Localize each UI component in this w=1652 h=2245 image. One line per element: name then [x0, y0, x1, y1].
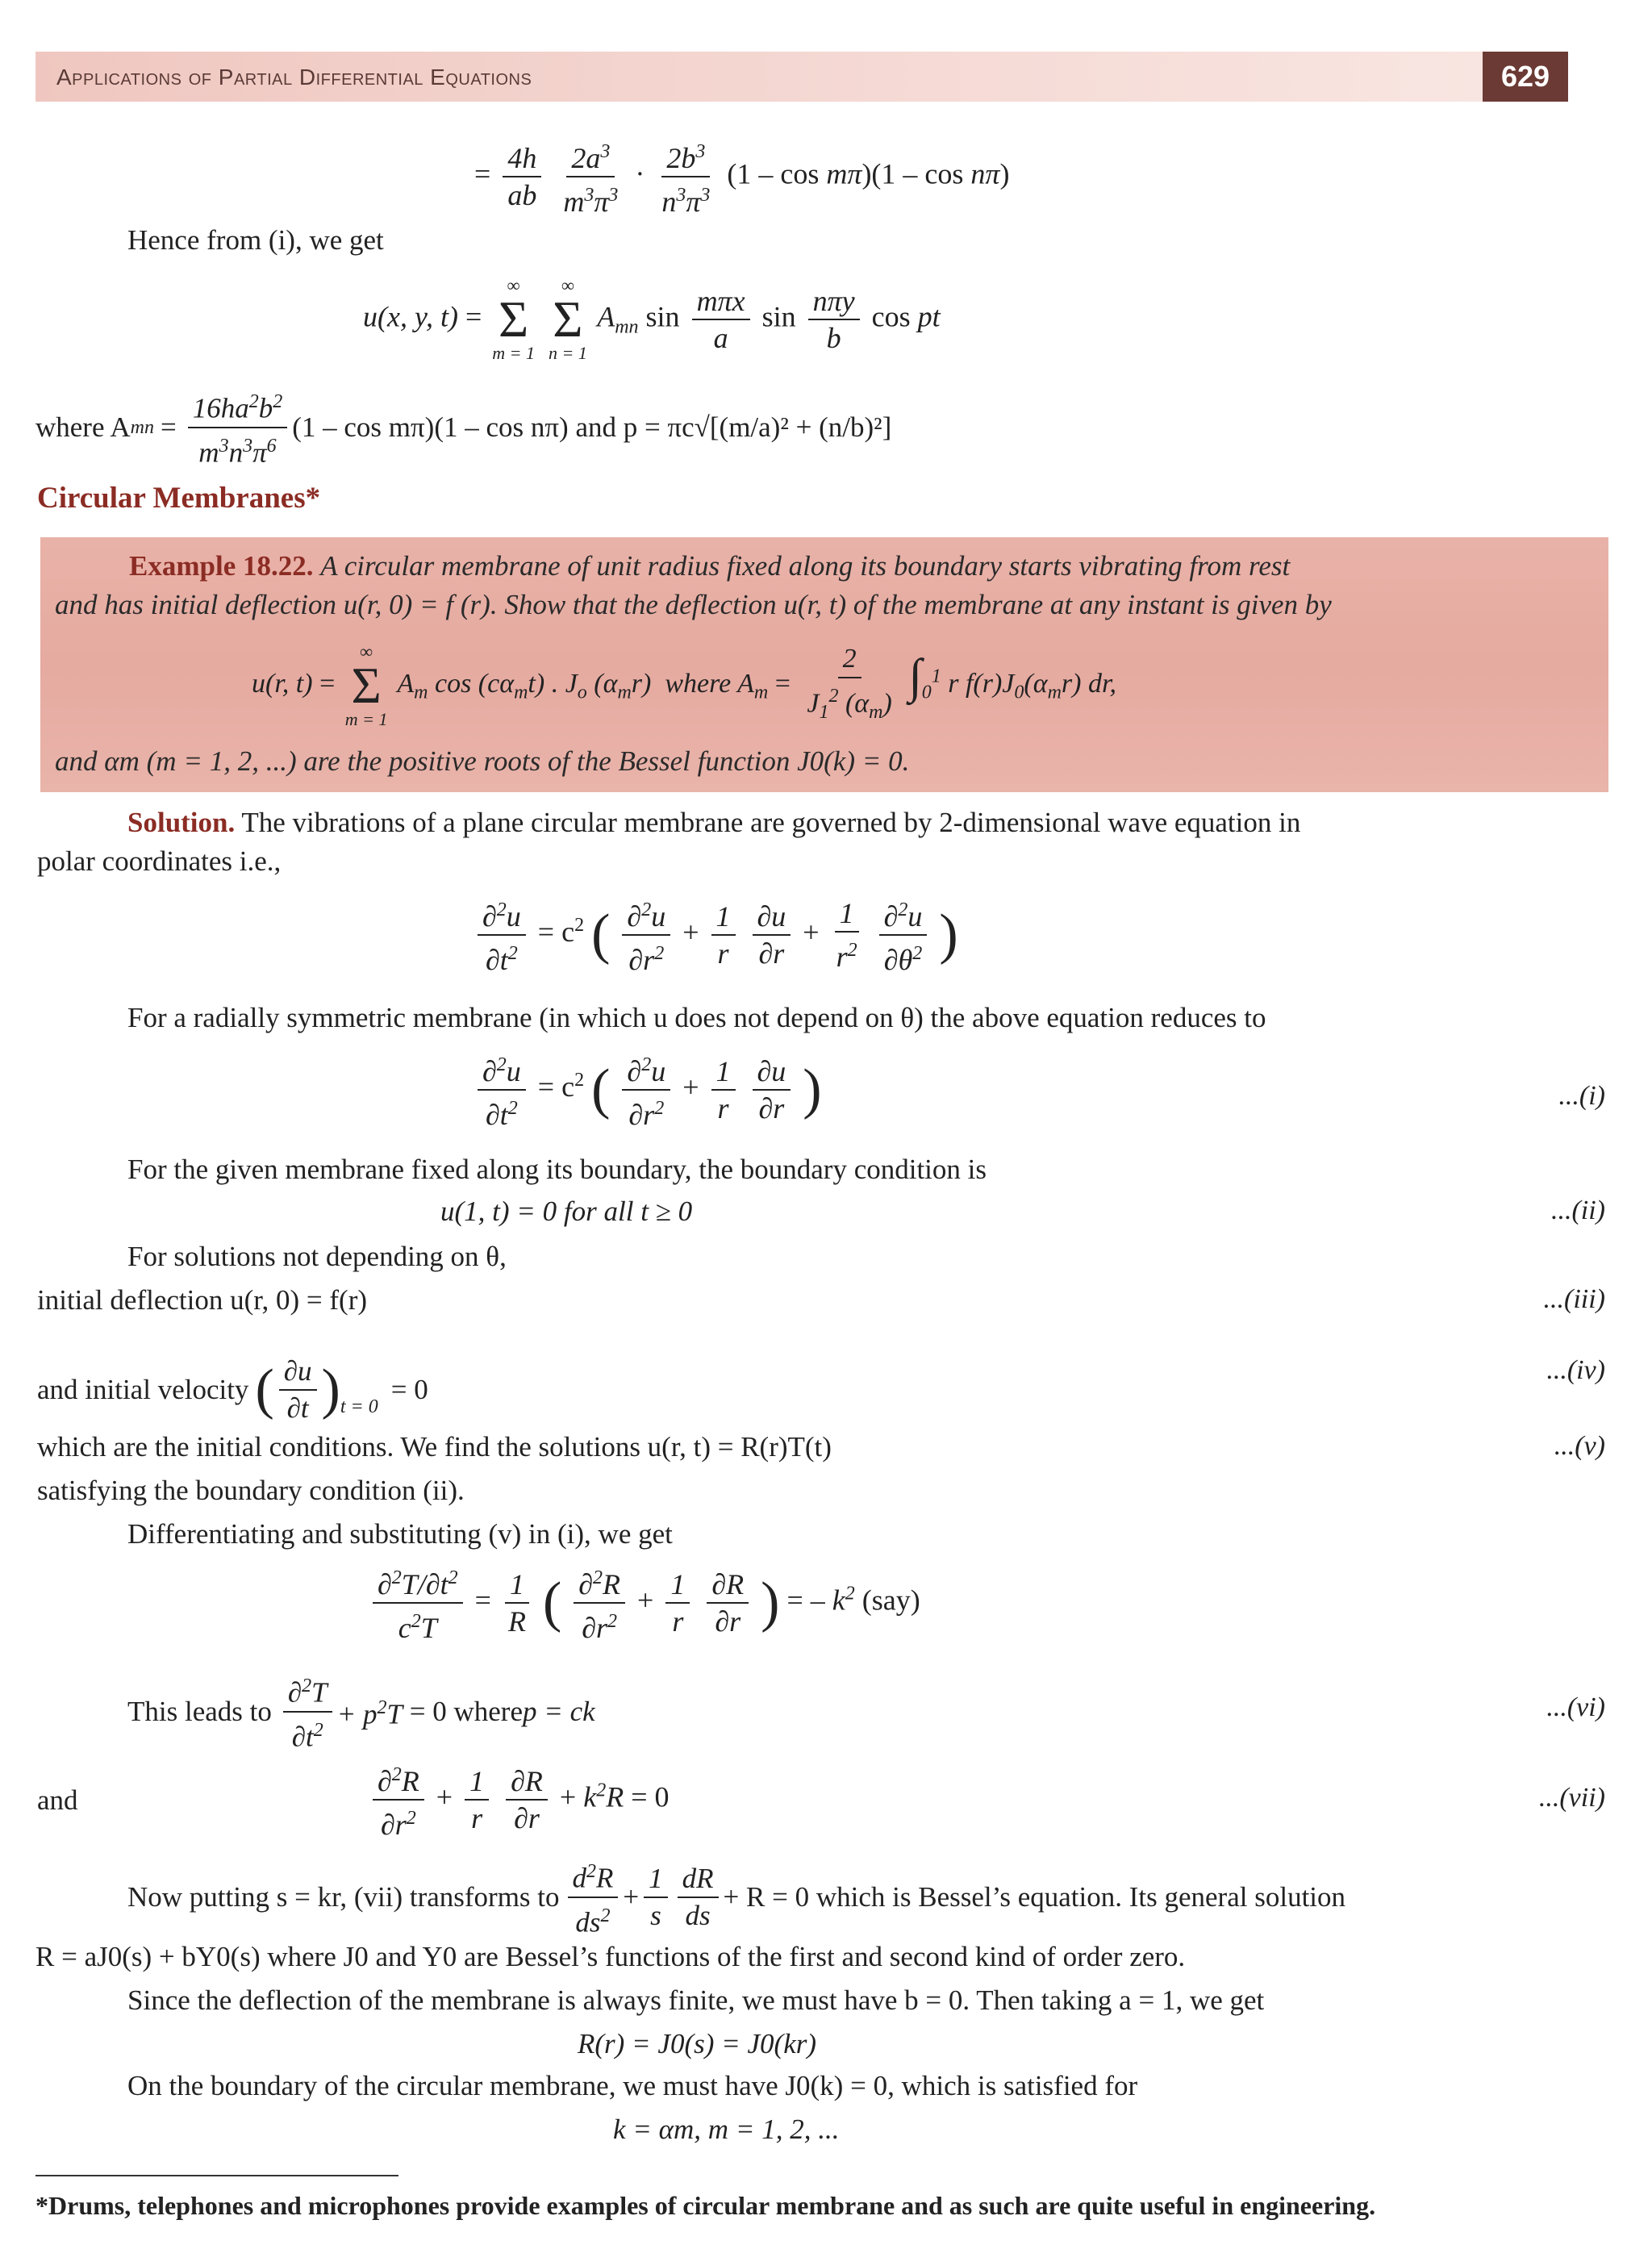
boundary-circle-text: On the boundary of the circular membrane, we must have J0(k) = 0, which is satisfied for: [127, 2070, 1138, 2101]
example-equation: u(r, t) = ∞ Σ m = 1 $A_m$ $\cos (c\alpha_mt)$ . $J_o$ $(\alpha_mr)$ where $A_m$ = $\frac{2}{J_1^2 (\alpha_m)}$ $\int_0^1$ r $f(r)J_0(\alpha_mr)$ dr,: [252, 641, 1116, 729]
eq-label-iii: ...(iii): [1543, 1284, 1605, 1314]
example-line-1: [129, 549, 1290, 584]
initial-conditions-text: which are the initial conditions. We find the solutions u(r, t) = R(r)T(t): [37, 1431, 832, 1463]
solution-text-1: The vibrations of a plane circular membrane are governed by 2-dimensional wave equation in: [241, 807, 1301, 838]
footnote-rule: [35, 2175, 398, 2176]
radial-wave-equation: $\frac{\partial^2u}{\partial t^2}$ = $c^2$ ( $\frac{\partial^2u}{\partial r^2}$ + $\frac{1}{r}$ $\frac{\partial u}{\partial r}$ ): [473, 1049, 822, 1131]
example-text-3: and αm (m = 1, 2, ...) are the positive roots of the Bessel function J0(k) = 0.: [55, 745, 910, 777]
leads-line: This leads to $\frac{\partial^2T}{\partial t^2}$ + $p^2T$ = 0 where p = ck: [127, 1670, 595, 1753]
example-text-2: and has initial deflection u(r, 0) = f (r). Show that the deflection u(r, t) of the membrane at any instant is given by: [55, 589, 1332, 620]
where-amn-prefix: where A: [35, 411, 131, 443]
where-amn-rest: (1 – cos mπ)(1 – cos nπ) and p = πc√[(m/a)² + (n/b)²]: [292, 411, 892, 443]
example-label: Example 18.22.: [129, 550, 314, 582]
putting-text-a: Now putting s = kr, (vii) transforms to: [127, 1880, 560, 1913]
finite-text: Since the deflection of the membrane is always finite, we must have b = 0. Then taking a = 1, we get: [127, 1984, 1265, 2016]
radial-text: For a radially symmetric membrane (in which u does not depend on θ) the above equation reduces to: [127, 1002, 1266, 1033]
initial-deflection: initial deflection u(r, 0) = f(r): [37, 1284, 368, 1316]
eq-label-ii: ...(ii): [1550, 1196, 1605, 1225]
initial-velocity-text: and initial velocity: [37, 1374, 249, 1405]
eq-label-vi: ...(vi): [1546, 1692, 1605, 1722]
satisfying-text: satisfying the boundary condition (ii).: [37, 1475, 465, 1506]
header-title: Applications of Partial Differential Equations: [56, 65, 532, 90]
k-equation: k = αm, m = 1, 2, ...: [613, 2114, 840, 2145]
eq-label-iv: ...(iv): [1546, 1355, 1605, 1385]
general-solution: R = aJ0(s) + bY0(s) where J0 and Y0 are Bessel’s functions of the first and second kind of order zero.: [35, 1941, 1186, 1972]
page-number: 629: [1483, 52, 1568, 102]
solution-text-2: polar coordinates i.e.,: [37, 845, 282, 877]
section-title: Circular Membranes*: [37, 482, 321, 515]
leads-text: This leads to: [127, 1695, 272, 1727]
eq-label-vii: ...(vii): [1538, 1783, 1605, 1813]
theta-text: For solutions not depending on θ,: [127, 1241, 507, 1272]
amn-equation-top: = $\frac{4h}{ab}$ $\frac{2a^3}{m^3\pi^3}$ · $\frac{2b^3}{n^3\pi^3}$ (1 – cos mπ)(1 – cos nπ): [474, 136, 1009, 218]
radial-ode: $\frac{\partial^2R}{\partial r^2}$ + $\frac{1}{r}$ $\frac{\partial R}{\partial r}$ + $k^2R = 0$: [368, 1759, 670, 1841]
solution-label: Solution.: [127, 807, 236, 838]
eq-label-v: ...(v): [1554, 1431, 1605, 1461]
uxyt-equation: u(x, y, t) = ∞ Σ m = 1 ∞ Σ n = 1 $A_{mn}$ sin $\frac{\text{mπx}}{a}$ sin $\frac{\text{nπy}}{b}$ cos pt: [363, 275, 941, 363]
separated-equation: $\frac{\partial^2T/\partial t^2}{c^2T}$ = $\frac{1}{R}$ ( $\frac{\partial^2R}{\partial r^2}$ + $\frac{1}{r}$ $\frac{\partial R}{\partial r}$ ) = – $k^2$ (say): [368, 1562, 920, 1644]
solution-line-1: [127, 805, 1300, 841]
running-header: [35, 52, 1568, 102]
differentiating-text: Differentiating and substituting (v) in (i), we get: [127, 1518, 673, 1550]
boundary-equation: u(1, t) = 0 for all t ≥ 0: [440, 1196, 693, 1227]
eq-label-i: ...(i): [1558, 1081, 1605, 1111]
polar-wave-equation: $\frac{\partial^2u}{\partial t^2}$ = $c^2$ ( $\frac{\partial^2u}{\partial r^2}$ + $\frac{1}{r}$ $\frac{\partial u}{\partial r}$ + $\frac{1}{r^2}$ $\frac{\partial^2u}{\partial\theta^2}$ ): [473, 894, 958, 976]
boundary-text: For the given membrane fixed along its boundary, the boundary condition is: [127, 1154, 987, 1185]
footnote: *Drums, telephones and microphones provide examples of circular membrane and as such are quite useful in engineering.: [35, 2191, 1376, 2220]
where-amn-line: where A mn = $\frac{16ha^2b^2}{m^3n^3\pi^6}$ (1 – cos mπ)(1 – cos nπ) and p = πc√[(m/a)² + (n/b)²]: [35, 386, 891, 469]
example-text-1: A circular membrane of unit radius fixed along its boundary starts vibrating from rest: [320, 550, 1291, 582]
R-equation: R(r) = J0(s) = J0(kr): [578, 2028, 817, 2059]
and-word: and: [37, 1784, 78, 1816]
example-box: [40, 537, 1608, 792]
initial-velocity-line: and initial velocity ( $\frac{\partial u}{\partial t}$ ) $_{t = 0}$ = 0: [37, 1355, 428, 1424]
putting-text-b: + R = 0 which is Bessel’s equation. Its general solution: [723, 1880, 1346, 1913]
hence-line: Hence from (i), we get: [127, 224, 384, 256]
putting-line: Now putting s = kr, (vii) transforms to $\frac{d^2R}{ds^2}$ + $\frac{1}{s}$ $\frac{dR}{ds}$ + R = 0 which is Bessel’s equation. Its general solution: [127, 1855, 1345, 1938]
